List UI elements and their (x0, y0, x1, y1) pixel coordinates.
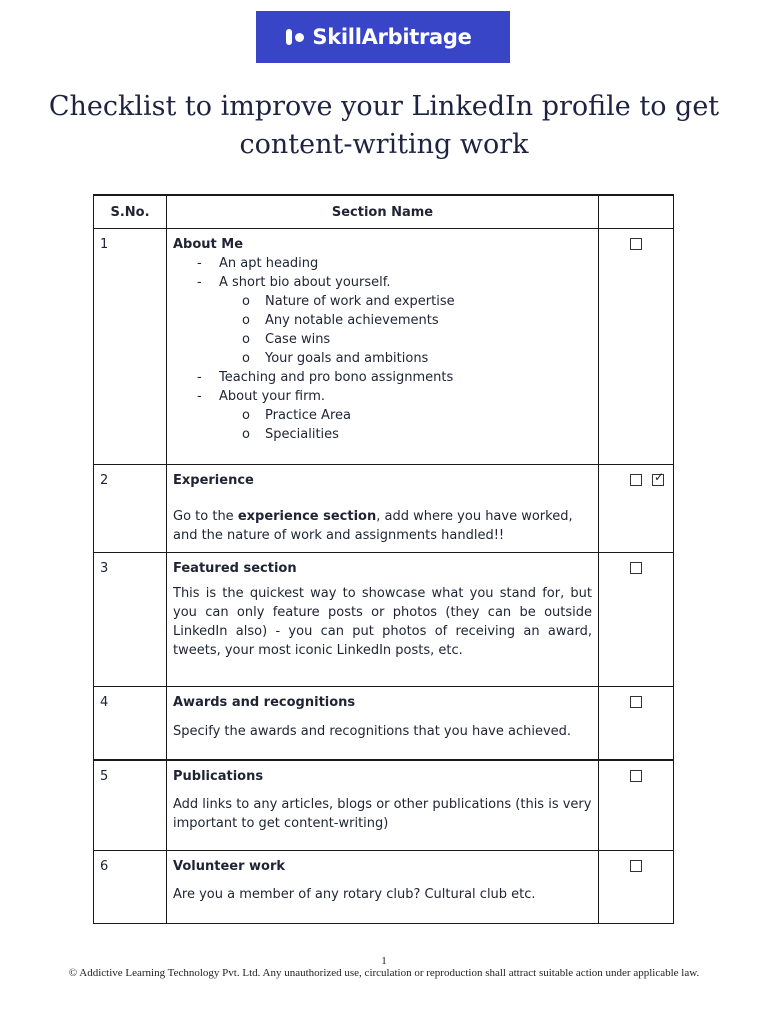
section-cell (167, 687, 599, 760)
list-item: o Your goals and ambitions (173, 349, 592, 368)
firm-sub-list (173, 406, 592, 444)
table-header-row (94, 195, 674, 229)
page-number: 1 (381, 955, 387, 967)
list-item-text: A short bio about yourself. (219, 275, 391, 290)
description-text: , add where you have worked, and the nature of work and assignments handled!! (173, 509, 573, 543)
table-row (94, 851, 674, 924)
table-row (94, 553, 674, 687)
checkbox[interactable] (630, 696, 642, 708)
list-item: o Practice Area (173, 406, 592, 425)
row-number: 4 (94, 687, 167, 760)
row-number: 6 (94, 851, 167, 924)
check-cell (599, 465, 674, 553)
about-me-list (173, 254, 592, 292)
check-cell (599, 229, 674, 465)
section-description (173, 507, 592, 545)
list-item: o Any notable achievements (173, 311, 592, 330)
section-description: Are you a member of any rotary club? Cultural club etc. (173, 887, 536, 902)
brand-logo-icon (286, 28, 308, 46)
checkbox[interactable] (630, 238, 642, 250)
checkbox[interactable] (630, 770, 642, 782)
list-item: - An apt heading (173, 254, 592, 273)
section-title: About Me (173, 237, 244, 252)
column-header-sno: S.No. (94, 195, 167, 229)
section-title: Publications (173, 768, 264, 784)
section-title: Awards and recognitions (173, 695, 356, 710)
brand-logo (256, 11, 510, 63)
about-me-list-continued (173, 368, 592, 406)
list-item (173, 273, 592, 292)
check-cell (599, 687, 674, 760)
section-description: This is the quickest way to showcase what you stand for, but you can only feature posts or photos (they can be outside LinkedIn also) - you can put photos of receiving an award, tweets, your most iconic LinkedIn posts, etc. (173, 586, 592, 658)
check-cell (599, 760, 674, 851)
checkbox[interactable] (630, 474, 642, 486)
section-cell (167, 465, 599, 553)
row-number: 5 (94, 760, 167, 851)
brand-name: SkillArbitrage (312, 25, 472, 49)
table-row (94, 760, 674, 851)
list-item: - About your firm. (173, 387, 592, 406)
list-item: o Case wins (173, 330, 592, 349)
table-row (94, 465, 674, 553)
section-title: Experience (173, 473, 254, 488)
description-text: Go to the (173, 509, 238, 524)
section-cell (167, 553, 599, 687)
section-title: Volunteer work (173, 859, 286, 874)
checked-checkbox[interactable] (652, 470, 665, 486)
page-title: Checklist to improve your LinkedIn profile to get content-writing work (48, 91, 720, 160)
table-row (94, 229, 674, 465)
row-number: 2 (94, 465, 167, 553)
checkmark-icon: ✓ (654, 470, 665, 484)
list-item: - Teaching and pro bono assignments (173, 368, 592, 387)
list-item: o Nature of work and expertise (173, 292, 592, 311)
section-cell (167, 229, 599, 465)
row-number: 1 (94, 229, 167, 465)
section-cell (167, 851, 599, 924)
copyright-notice: © Addictive Learning Technology Pvt. Ltd. Any unauthorized use, circulation or reproduction shall attract suitable action under applicable law. (68, 967, 700, 979)
checklist-table (93, 194, 674, 924)
column-header-check (599, 195, 674, 229)
table-row (94, 687, 674, 760)
list-item: o Specialities (173, 425, 592, 444)
check-cell (599, 851, 674, 924)
column-header-section-name: Section Name (167, 195, 599, 229)
section-description: Specify the awards and recognitions that you have achieved. (173, 724, 572, 739)
checkbox[interactable] (630, 860, 642, 872)
check-cell (599, 553, 674, 687)
row-number: 3 (94, 553, 167, 687)
description-bold-text: experience section (237, 509, 377, 524)
section-cell (167, 760, 599, 851)
checkbox[interactable] (630, 562, 642, 574)
section-description: Add links to any articles, blogs or other publications (this is very important to get content-writing) (173, 796, 592, 831)
bio-sub-list (173, 292, 592, 368)
section-title: Featured section (173, 561, 297, 576)
